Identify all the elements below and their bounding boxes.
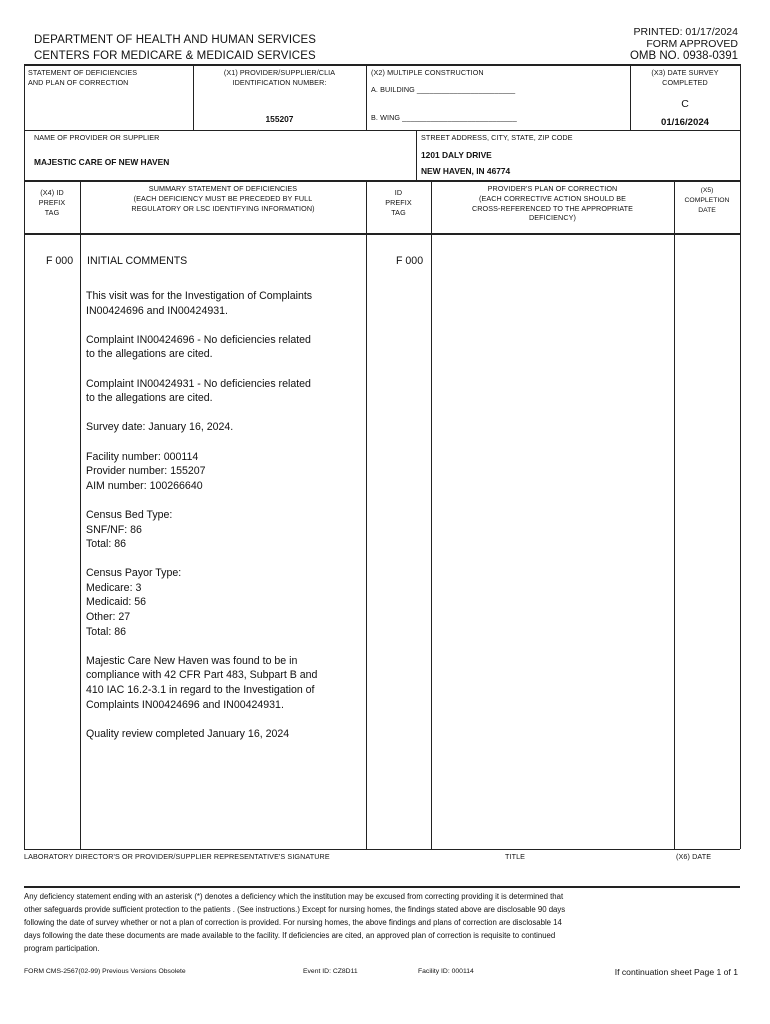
survey-completed-date: 01/16/2024	[660, 117, 709, 128]
x5-header-line-1: (X5)	[700, 187, 714, 194]
printed-date: PRINTED: 01/17/2024	[633, 26, 738, 38]
column-header-bottom	[24, 233, 740, 235]
summary-header-line-2: (EACH DEFICIENCY MUST BE PRECEDED BY FULL	[133, 193, 313, 203]
x3-label-line-2: COMPLETED	[662, 77, 708, 87]
paragraph-complaint-1: Complaint IN00424696 - No deficiencies related to the allegations are cited.	[86, 333, 311, 361]
provider-id-number: 155207	[265, 114, 294, 124]
provider-bottom-border	[24, 180, 740, 182]
disclaimer	[24, 890, 740, 955]
paragraph-survey-date: Survey date: January 16, 2024.	[86, 421, 234, 434]
form-info	[630, 26, 738, 62]
omb-number: OMB NO. 0938-0391	[629, 50, 738, 62]
x2-label: (X2) MULTIPLE CONSTRUCTION	[371, 68, 484, 77]
department-title	[34, 32, 316, 64]
x3-label	[630, 68, 740, 88]
completion-date-header	[674, 186, 740, 216]
statement-of-deficiencies-label	[28, 68, 137, 88]
paragraph-census-bed: Census Bed Type: SNF/NF: 86 Total: 86	[86, 508, 173, 551]
x4-header-line-1: (X4) ID	[40, 188, 64, 197]
x1-label	[193, 68, 366, 88]
disclaimer-line-4: days following the date these documents are made available to the facility. If deficiencies are cited, an approved plan of correction is requisite to continued	[24, 931, 556, 940]
id-header-line-1: ID	[394, 188, 403, 197]
x3-label-line-1: (X3) DATE SURVEY	[651, 68, 719, 77]
top-border	[24, 64, 740, 66]
table-bottom-border	[24, 849, 740, 850]
form-approved: FORM APPROVED	[646, 38, 738, 50]
plan-header-line-2: (EACH CORRECTIVE ACTION SHOULD BE	[478, 193, 627, 203]
facility-id: Facility ID: 000114	[418, 968, 474, 975]
id-header-line-3: TAG	[391, 207, 406, 217]
address-line-1: 1201 DALY DRIVE	[421, 150, 492, 160]
statement-label-line-1: STATEMENT OF DEFICIENCIES	[28, 68, 138, 77]
plan-header-line-4: DEFICIENCY)	[528, 213, 577, 223]
disclaimer-line-3: following the date of survey whether or not a plan of correction is provided. For nursing homes, the above findings and plans of correction are disclosable 14	[24, 918, 562, 927]
plan-column-divider	[674, 180, 675, 849]
x2-divider	[366, 64, 367, 130]
paragraph-quality-review: Quality review completed January 16, 2024	[86, 727, 290, 740]
left-border	[24, 64, 25, 849]
provider-name-label: NAME OF PROVIDER OR SUPPLIER	[34, 133, 160, 142]
signature-bottom-border	[24, 886, 740, 888]
title-label: TITLE	[505, 852, 526, 861]
wing-field: B. WING ____________________________	[371, 113, 517, 122]
form-number: FORM CMS-2567(02-99) Previous Versions Obsolete	[24, 968, 186, 975]
x4-header	[24, 188, 80, 217]
summary-header	[80, 184, 366, 213]
statement-label-line-2: AND PLAN OF CORRECTION	[28, 77, 129, 87]
right-tag: F 000	[396, 255, 424, 267]
signature-label: LABORATORY DIRECTOR'S OR PROVIDER/SUPPLIER REPRESENTATIVE'S SIGNATURE	[24, 852, 330, 861]
id-column-divider	[431, 180, 432, 849]
paragraph-compliance: Majestic Care New Haven was found to be in compliance with 42 CFR Part 483, Subpart B and 410 IAC 16.2-3.1 in regard to the Investigation of Complaints IN00424696 and IN00424931.	[86, 654, 318, 711]
survey-type-letter: C	[681, 98, 689, 110]
entry-body	[86, 289, 362, 741]
department-line-2: CENTERS FOR MEDICARE & MEDICAID SERVICES	[34, 50, 316, 62]
address-divider	[416, 130, 417, 180]
right-border	[740, 64, 741, 849]
disclaimer-line-1: Any deficiency statement ending with an asterisk (*) denotes a deficiency which the institution may be excused from correcting providing it is determined that	[24, 892, 564, 901]
paragraph-investigation: This visit was for the Investigation of Complaints IN00424696 and IN00424931.	[86, 290, 313, 317]
paragraph-facility-numbers: Facility number: 000114 Provider number: 155207 AIM number: 100266640	[86, 450, 206, 492]
department-line-1: DEPARTMENT OF HEALTH AND HUMAN SERVICES	[34, 34, 317, 46]
summary-header-line-3: REGULATORY OR LSC IDENTIFYING INFORMATION)	[131, 203, 315, 213]
plan-header-line-1: PROVIDER'S PLAN OF CORRECTION	[487, 184, 618, 193]
x1-label-line-2: IDENTIFICATION NUMBER:	[232, 77, 327, 87]
summary-column-divider	[366, 180, 367, 849]
address-label: STREET ADDRESS, CITY, STATE, ZIP CODE	[421, 133, 573, 142]
x4-header-line-3: TAG	[44, 207, 60, 217]
plan-of-correction-header	[431, 184, 674, 223]
disclaimer-line-5: program participation.	[24, 944, 100, 953]
id-header-line-2: PREFIX	[385, 197, 412, 207]
x5-header-line-3: DATE	[698, 207, 716, 214]
address-line-2: NEW HAVEN, IN 46774	[421, 166, 511, 176]
x1-label-line-1: (X1) PROVIDER/SUPPLIER/CLIA	[223, 68, 336, 77]
provider-top-border	[24, 130, 740, 131]
summary-header-line-1: SUMMARY STATEMENT OF DEFICIENCIES	[148, 184, 298, 193]
page-number: If continuation sheet Page 1 of 1	[614, 967, 738, 977]
event-id: Event ID: CZ8D11	[303, 968, 358, 975]
id-prefix-header	[366, 188, 431, 217]
x5-header-line-2: COMPLETION	[684, 197, 730, 204]
paragraph-census-payor: Census Payor Type: Medicare: 3 Medicaid: 56 Other: 27 Total: 86	[86, 567, 182, 638]
plan-header-line-3: CROSS-REFERENCED TO THE APPROPRIATE	[471, 203, 634, 213]
disclaimer-line-2: other safeguards provide sufficient protection to the patients . (See instructions.) Except for nursing homes, the findings stated above are disclosable 90 days	[24, 905, 566, 914]
x4-header-line-2: PREFIX	[38, 197, 66, 207]
date-label: (X6) DATE	[676, 852, 712, 861]
building-field: A. BUILDING ________________________	[371, 85, 516, 94]
left-tag: F 000	[46, 255, 74, 267]
paragraph-complaint-2: Complaint IN00424931 - No deficiencies related to the allegations are cited.	[86, 377, 311, 405]
x4-column-divider	[80, 180, 81, 849]
entry-title: INITIAL COMMENTS	[87, 255, 188, 267]
provider-name: MAJESTIC CARE OF NEW HAVEN	[34, 157, 170, 167]
